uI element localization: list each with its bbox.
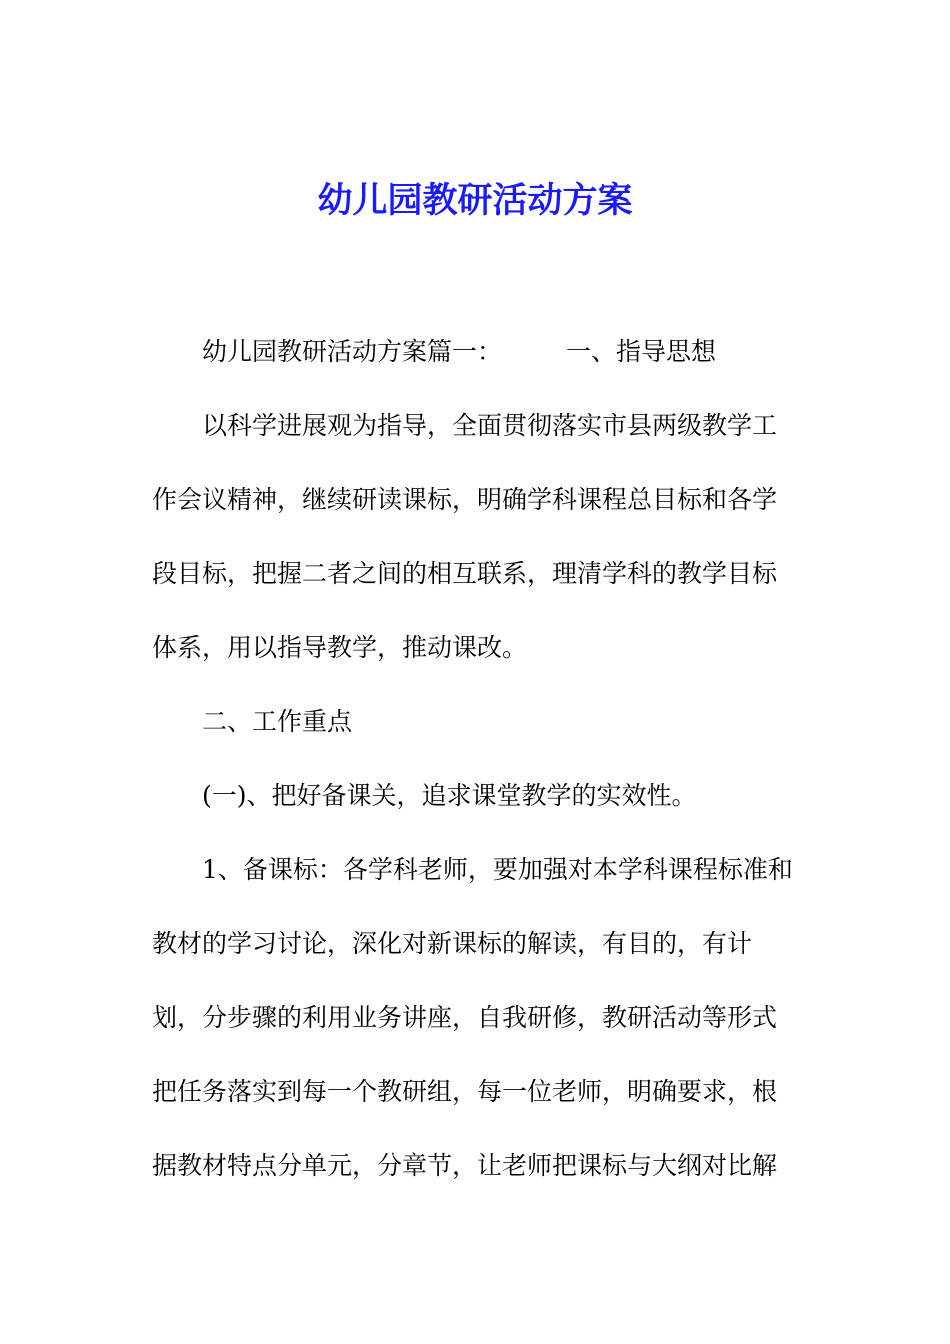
document-title: 幼儿园教研活动方案 [317,180,633,221]
section-heading-guiding-thought: 一、指导思想 [566,337,717,366]
paragraph-line: 作会议精神，继续研读课标，明确学科课程总目标和各学 [152,485,778,514]
subsection-heading: (一)、把好备课关，追求课堂教学的实效性。 [202,781,697,810]
intro-line [202,334,716,370]
paragraph-line: 以科学进展观为指导，全面贯彻落实市县两级教学工 [202,411,778,440]
intro-heading: 幼儿园教研活动方案篇一： [202,337,503,366]
paragraph-line: 把任务落实到每一个教研组，每一位老师，明确要求，根 [152,1077,778,1106]
paragraph-line: 体系，用以指导教学，推动课改。 [152,633,528,662]
section-heading-work-focus: 二、工作重点 [202,707,353,736]
paragraph-line: 1、备课标：各学科老师，要加强对本学科课程标准和 [202,855,793,884]
paragraph-line: 据教材特点分单元，分章节，让老师把课标与大纲对比解 [152,1151,778,1180]
paragraph-line: 教材的学习讨论，深化对新课标的解读，有目的，有计 [152,929,753,958]
paragraph-line: 划，分步骤的利用业务讲座，自我研修，教研活动等形式 [152,1003,778,1032]
paragraph-line: 段目标，把握二者之间的相互联系，理清学科的教学目标 [152,559,778,588]
